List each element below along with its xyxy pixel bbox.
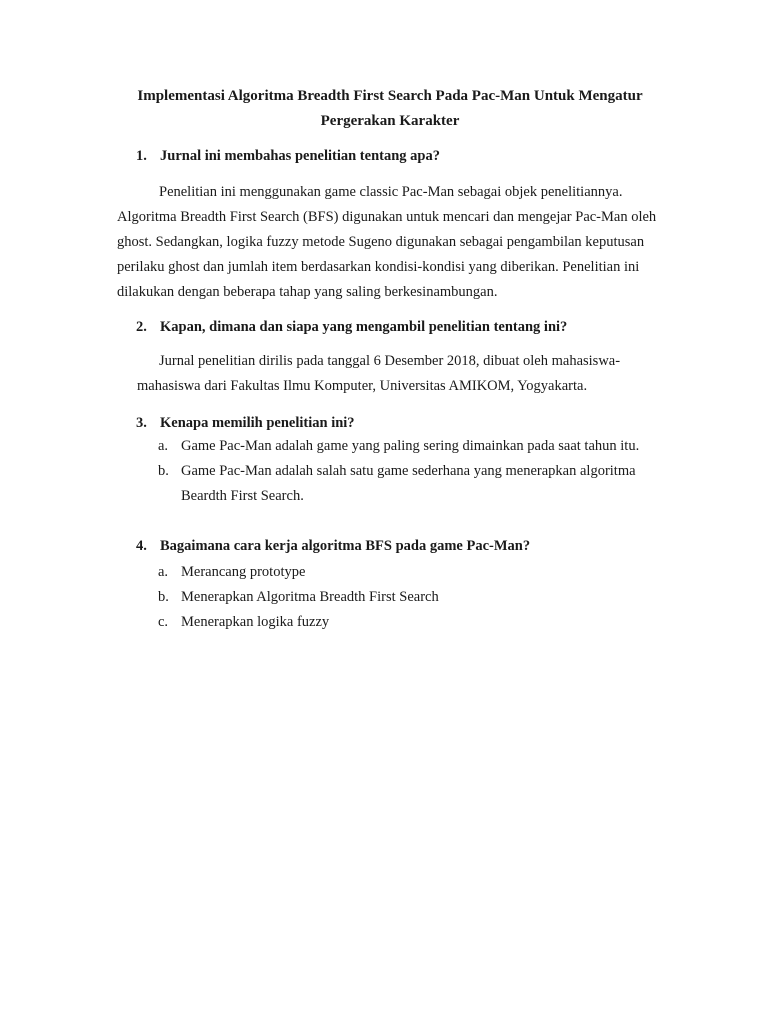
question-text: Kenapa memilih penelitian ini?	[160, 415, 355, 431]
question-4-heading	[136, 536, 530, 556]
answer-line: perilaku ghost dan jumlah item berdasarkan kondisi-kondisi yang diberikan. Penelitian ini	[117, 259, 640, 275]
question-text: Jurnal ini membahas penelitian tentang apa?	[160, 148, 440, 164]
list-marker: c.	[158, 614, 169, 630]
answer-line: Penelitian ini menggunakan game classic Pac-Man sebagai objek penelitiannya.	[159, 184, 623, 200]
title-line-2: Pergerakan Karakter	[320, 113, 460, 129]
question-number: 1.	[136, 148, 147, 164]
question-text: Bagaimana cara kerja algoritma BFS pada game Pac-Man?	[160, 538, 531, 554]
list-marker: b.	[158, 589, 169, 605]
answer-line: dilakukan dengan beberapa tahap yang saling berkesinambungan.	[117, 284, 498, 300]
title-line-1: Implementasi Algoritma Breadth First Search Pada Pac-Man Untuk Mengatur	[137, 88, 643, 104]
list-item-text: Game Pac-Man adalah game yang paling sering dimainkan pada saat tahun itu.	[181, 438, 640, 454]
answer-line: Algoritma Breadth First Search (BFS) digunakan untuk mencari dan mengejar Pac-Man oleh	[117, 209, 657, 225]
list-item-text: Game Pac-Man adalah salah satu game sederhana yang menerapkan algoritma	[181, 463, 636, 479]
question-3-heading	[136, 413, 355, 433]
list-marker: b.	[158, 463, 169, 479]
question-2-answer	[137, 349, 620, 399]
question-2-heading	[136, 317, 567, 337]
list-marker: a.	[158, 564, 169, 580]
question-text: Kapan, dimana dan siapa yang mengambil penelitian tentang ini?	[160, 319, 568, 335]
question-number: 3.	[136, 415, 147, 431]
answer-line: mahasiswa dari Fakultas Ilmu Komputer, Universitas AMIKOM, Yogyakarta.	[137, 378, 588, 394]
list-marker: a.	[158, 438, 169, 454]
document-title	[100, 84, 680, 134]
list-item-text: Menerapkan Algoritma Breadth First Search	[181, 589, 439, 605]
answer-line: ghost. Sedangkan, logika fuzzy metode Sugeno digunakan sebagai pengambilan keputusan	[117, 234, 645, 250]
question-number: 4.	[136, 538, 147, 554]
list-item-text: Menerapkan logika fuzzy	[181, 614, 330, 630]
question-number: 2.	[136, 319, 147, 335]
question-1-answer	[117, 180, 656, 305]
list-item-text: Merancang prototype	[181, 564, 306, 580]
answer-line: Jurnal penelitian dirilis pada tanggal 6 Desember 2018, dibuat oleh mahasiswa-	[159, 353, 621, 369]
question-1-heading	[136, 146, 440, 166]
list-item-text-continued: Beardth First Search.	[181, 488, 304, 504]
